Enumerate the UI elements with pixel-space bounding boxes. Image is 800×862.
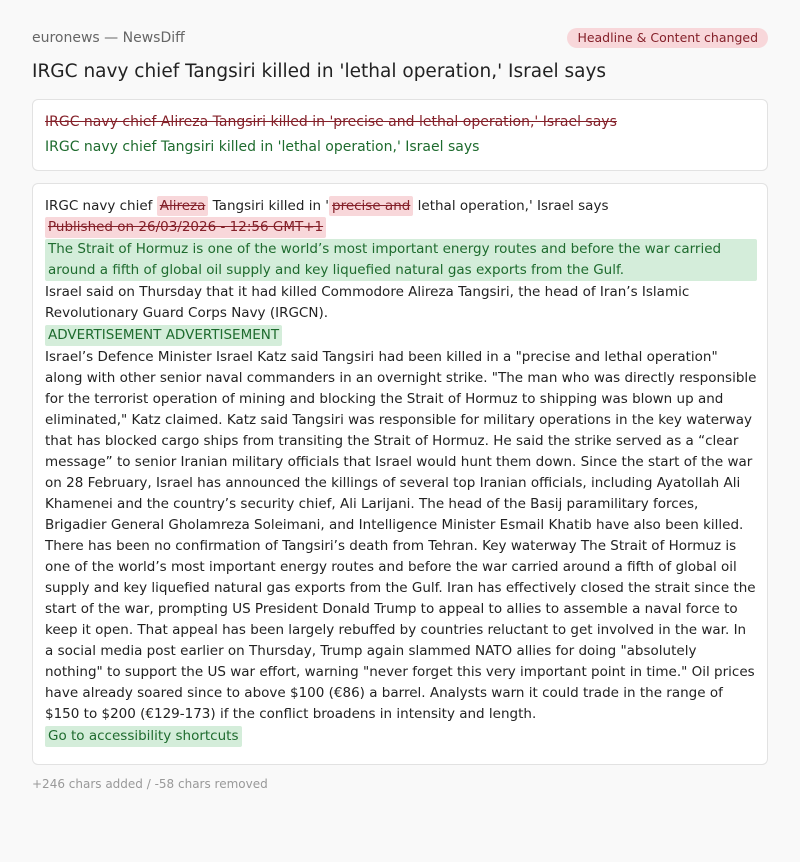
added-text: The Strait of Hormuz is one of the world’s most important energy routes and before the war carried around a fifth of global oil supply and key liquefied natural gas exports from the Gulf. (45, 239, 757, 281)
removed-text: Alireza (157, 196, 209, 216)
headline-diff-card (32, 99, 768, 171)
content-diff-body (45, 196, 757, 748)
added-text: ADVERTISEMENT ADVERTISEMENT (45, 325, 282, 346)
added-text: Go to accessibility shortcuts (45, 726, 242, 747)
new-headline: IRGC navy chief Tangsiri killed in 'lethal operation,' Israel says (45, 139, 480, 155)
unchanged-text: Tangsiri killed in ' (208, 198, 329, 214)
header (32, 28, 768, 50)
diff-stats: +246 chars added / -58 chars removed (32, 777, 268, 791)
content-diff-card (32, 183, 768, 765)
unchanged-paragraph: Israel’s Defence Minister Israel Katz said Tangsiri had been killed in a "precise and lethal operation" along with other senior naval commanders in an overnight strike. "The man who was directly responsible for the terrorist operation of mining and blocking the Strait of Hormuz to shipping was blown up and eliminated," Katz claimed. Katz said Tangsiri was responsible for military operations in the key waterway that has blocked cargo ships from transiting the Strait of Hormuz. He said the strike served as a “clear message” to senior Iranian military officials that Israel would hunt them down. Since the start of the war on 28 February, Israel has announced the killings of several top Iranian officials, including Ayatollah Ali Khamenei and the country’s security chief, Ali Larijani. The head of the Basij paramilitary forces, Brigadier General Gholamreza Soleimani, and Intelligence Minister Esmail Khatib have also been killed. There has been no confirmation of Tangsiri’s death from Tehran. Key waterway The Strait of Hormuz is one of the world’s most important energy routes and before the war carried around a fifth of global oil supply and key liquefied natural gas exports from the Gulf. Iran has effectively closed the strait since the start of the war, prompting US President Donald Trump to appeal to allies to assemble a naval force to keep it open. That appeal has been largely rebuffed by countries reluctant to get involved in the war. In a social media post earlier on Thursday, Trump again slammed NATO allies for doing "absolutely nothing" to support the US war effort, warning "never forget this very important point in time." Oil prices have already soared since to above $100 (€86) a barrel. Analysts warn it could trade in the range of $150 to $200 (€129-173) if the conflict broadens in intensity and length. (45, 349, 757, 722)
added-advertisement-line (45, 325, 757, 346)
removed-published-date: Published on 26/03/2026 - 12:56 GMT+1 (45, 217, 326, 238)
added-strait-paragraph (45, 239, 757, 281)
unchanged-paragraph: Israel said on Thursday that it had killed Commodore Alireza Tangsiri, the head of Iran’s Islamic Revolutionary Guard Corps Navy (IRGCN). (45, 284, 690, 321)
diff-headline-line (45, 196, 757, 217)
old-headline: IRGC navy chief Alireza Tangsiri killed in 'precise and lethal operation,' Israel says (45, 114, 617, 130)
removed-text: precise and (329, 196, 413, 216)
change-type-badge: Headline & Content changed (567, 28, 768, 48)
page-title: IRGC navy chief Tangsiri killed in 'lethal operation,' Israel says (32, 61, 607, 82)
unchanged-text: IRGC navy chief (45, 198, 157, 214)
source-label: euronews — NewsDiff (32, 30, 185, 46)
unchanged-text: lethal operation,' Israel says (413, 198, 609, 214)
removed-published-line (45, 217, 757, 238)
added-accessibility-line (45, 726, 757, 747)
